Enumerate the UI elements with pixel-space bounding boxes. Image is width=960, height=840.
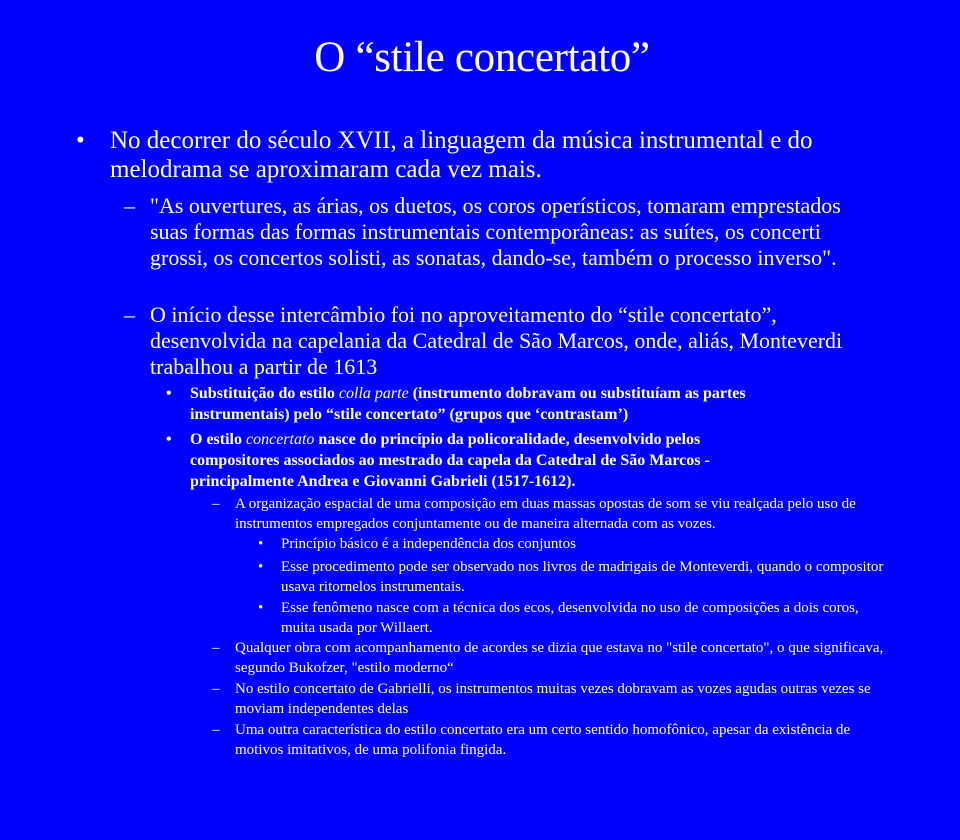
- italic-term: colla parte: [338, 385, 409, 402]
- level4-text: No estilo concertato de Gabrielli, os instrumentos muitas vezes dobravam as vozes agudas outras vezes se moviam independentes delas: [235, 681, 871, 717]
- text-run: nasce do princípio da policoralidade, desenvolvido pelos compositores associados ao mestrado da capela da Catedral de São Marcos - principalmente Andrea e Giovanni Gabrieli (1517-1612).: [190, 431, 710, 490]
- level4-text: A organização espacial de uma composição em duas massas opostas de som se viu realçada pelo uso de instrumentos empregados conjuntamente ou de maneira alternada com as vozes.: [235, 496, 856, 532]
- sub-sub-bullet-text: [190, 383, 830, 425]
- text-run: (instrumento dobravam ou substituíam as partes instrumentais) pelo “stile concertato” (grupos que ‘contrastam’): [190, 385, 746, 423]
- dash-marker: –: [124, 302, 135, 327]
- dash-marker: –: [212, 496, 220, 512]
- bullet-text: No decorrer do século XVII, a linguagem da música instrumental e do melodrama se aproximaram cada vez mais.: [110, 127, 813, 183]
- sub-sub-bullet-text: [190, 429, 790, 492]
- level5-text: Esse fenômeno nasce com a técnica dos ecos, desenvolvida no uso de composições a dois coros, muita usada por Willaert.: [281, 600, 859, 636]
- level5-text: Princípio básico é a independência dos conjuntos: [281, 536, 576, 552]
- bullet-marker: •: [76, 127, 85, 154]
- text-run: Substituição do estilo: [190, 385, 339, 402]
- bullet-marker: •: [258, 600, 264, 616]
- level5-text: Esse procedimento pode ser observado nos livros de madrigais de Monteverdi, quando o compositor usava ritornelos instrumentais.: [281, 559, 884, 595]
- dash-marker: –: [212, 681, 220, 697]
- sub-bullet-text: "As ouvertures, as árias, os duetos, os coros operísticos, tomaram emprestados suas formas das formas instrumentais contemporâneas: as suítes, os concerti grossi, os concertos solisti, as sonatas, dando-se, também o processo inverso".: [150, 193, 841, 270]
- level4-text: Uma outra característica do estilo concertato era um certo sentido homofônico, apesar da existência de motivos imitativos, de uma polifonia fingida.: [235, 722, 851, 758]
- bullet-marker: •: [166, 385, 172, 402]
- bullet-marker: •: [258, 559, 264, 575]
- dash-marker: –: [124, 193, 135, 218]
- bullet-marker: •: [258, 536, 264, 552]
- level4-text: Qualquer obra com acompanhamento de acordes se dizia que estava no "stile concertato", o que significava, segundo Bukofzer, "estilo moderno“: [235, 640, 884, 676]
- italic-term: concertato: [246, 431, 315, 448]
- dash-marker: –: [212, 640, 220, 656]
- text-run: O estilo: [190, 431, 246, 448]
- slide-title: O “stile concertato”: [314, 34, 650, 81]
- sub-bullet-text: O início desse intercâmbio foi no aproveitamento do “stile concertato”, desenvolvida na capelania da Catedral de São Marcos, onde, aliás, Monteverdi trabalhou a partir de 1613: [150, 302, 843, 379]
- bullet-marker: •: [166, 431, 172, 448]
- dash-marker: –: [212, 722, 220, 738]
